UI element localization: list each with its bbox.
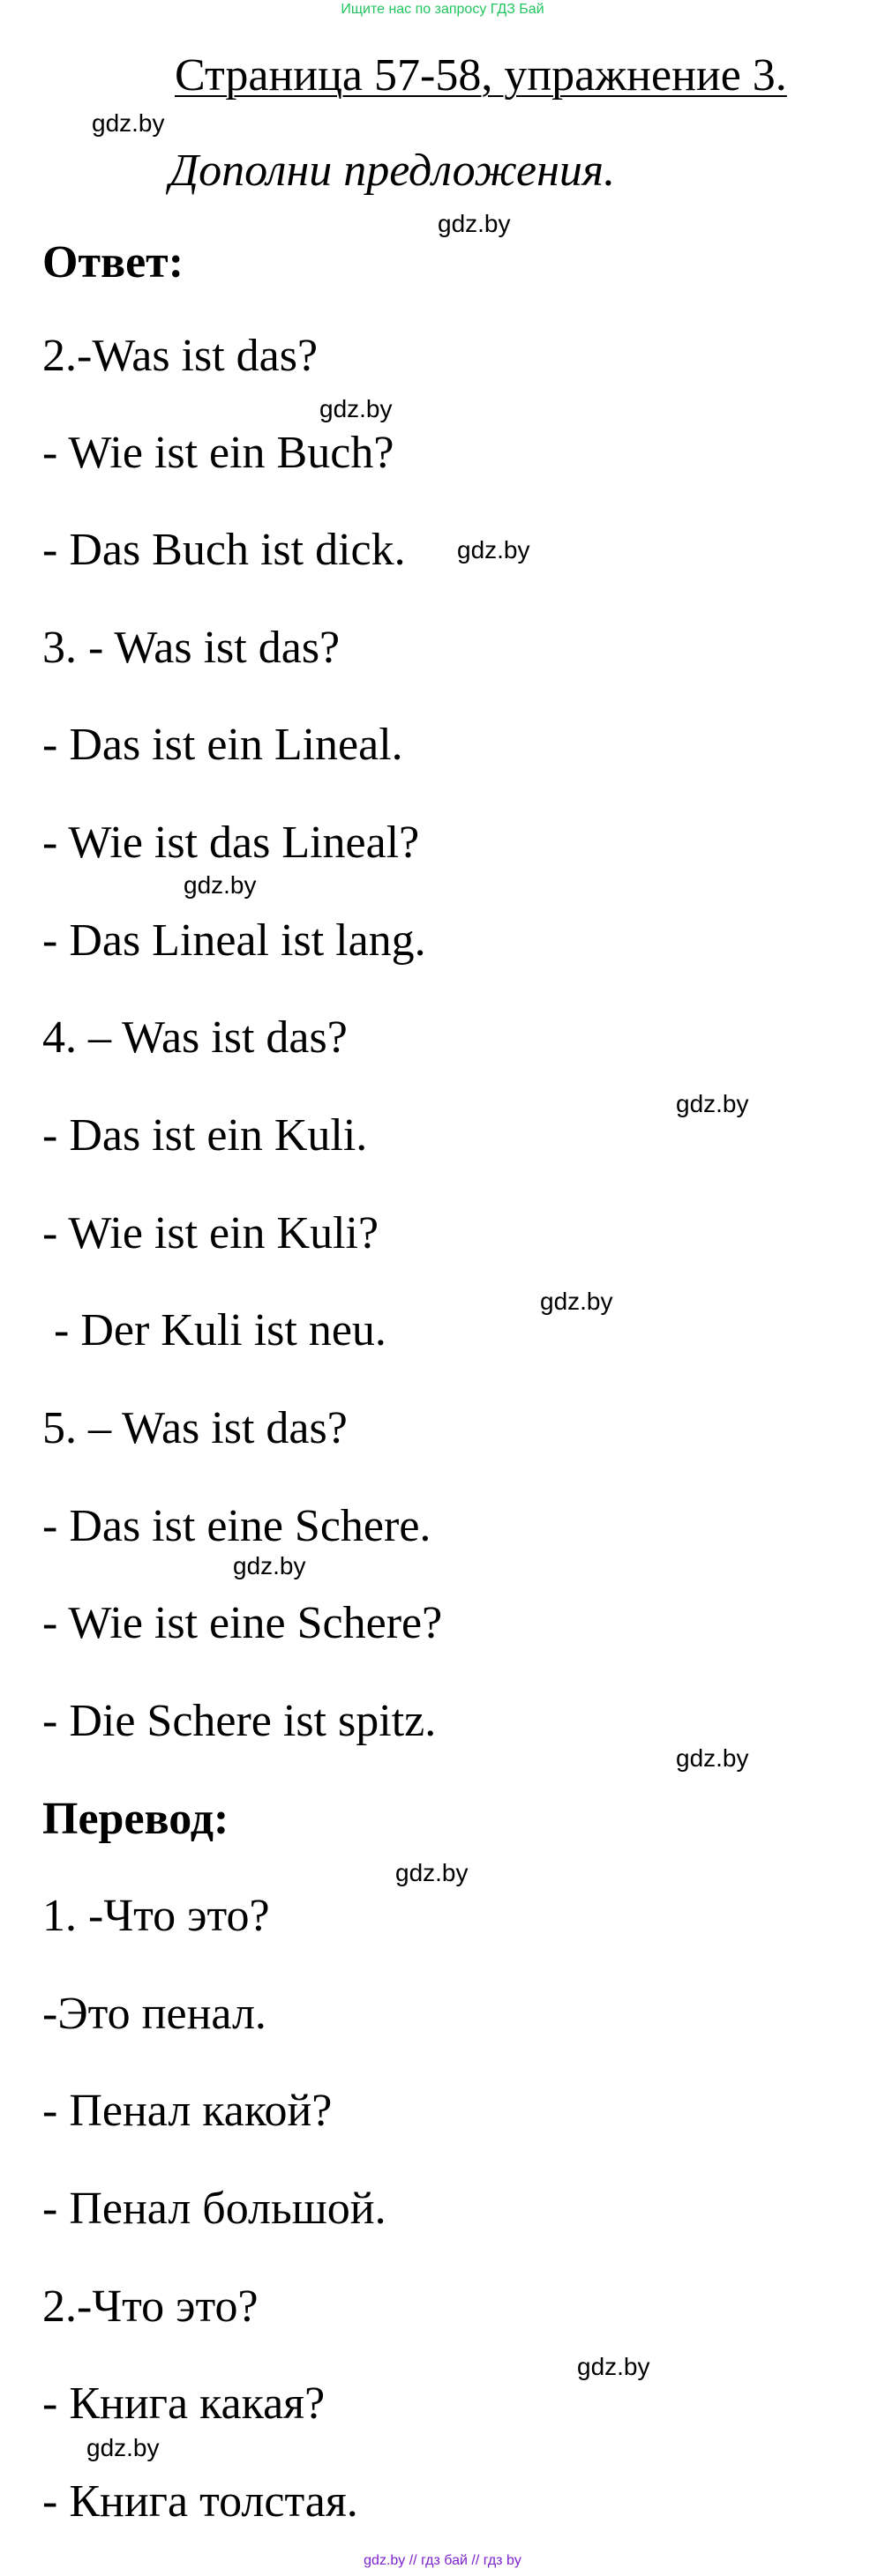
watermark: gdz.by <box>438 210 511 237</box>
answer-line: - Das Buch ist dick. <box>42 525 406 575</box>
watermark: gdz.by <box>676 1744 749 1772</box>
answer-line: - Wie ist das Lineal? <box>42 818 420 868</box>
watermark: gdz.by <box>92 109 165 137</box>
page-title: Страница 57-58, упражнение 3. <box>175 50 787 101</box>
watermark: gdz.by <box>577 2353 650 2380</box>
answer-line: - Die Schere ist spitz. <box>42 1696 437 1746</box>
task-instruction: Дополни предложения. <box>169 146 616 196</box>
translation-line: -Это пенал. <box>42 1989 266 2039</box>
translation-line: - Пенал большой. <box>42 2184 386 2234</box>
answer-line: - Das ist ein Kuli. <box>42 1110 368 1161</box>
answer-line: - Das ist eine Schere. <box>42 1501 431 1551</box>
watermark: gdz.by <box>676 1090 749 1117</box>
translation-line: - Пенал какой? <box>42 2086 333 2136</box>
answer-line: - Das Lineal ist lang. <box>42 915 426 966</box>
translation-heading: Перевод: <box>42 1794 229 1844</box>
watermark: gdz.by <box>86 2434 160 2461</box>
watermark: gdz.by <box>540 1288 613 1315</box>
watermark: gdz.by <box>319 395 393 422</box>
answer-line: - Wie ist eine Schere? <box>42 1598 443 1648</box>
answer-line: 4. – Was ist das? <box>42 1012 348 1063</box>
answer-line: - Wie ist ein Buch? <box>42 428 394 478</box>
translation-line: - Книга какая? <box>42 2378 326 2429</box>
translation-line: - Книга толстая. <box>42 2476 358 2527</box>
header-note: Ищите нас по запросу ГДЗ Бай <box>341 2 544 17</box>
footer-links: gdz.by // гдз бай // гдз by <box>364 2553 521 2568</box>
translation-line: 1. -Что это? <box>42 1891 270 1941</box>
watermark: gdz.by <box>233 1552 306 1579</box>
answer-line: - Das ist ein Lineal. <box>42 720 403 770</box>
watermark: gdz.by <box>395 1859 469 1886</box>
watermark: gdz.by <box>457 536 530 564</box>
answer-heading: Ответ: <box>42 237 184 287</box>
answer-line: 2.-Was ist das? <box>42 331 319 381</box>
answer-line: 3. - Was ist das? <box>42 623 341 673</box>
translation-line: 2.-Что это? <box>42 2281 259 2332</box>
watermark: gdz.by <box>184 871 257 899</box>
answer-line: - Wie ist ein Kuli? <box>42 1208 379 1258</box>
answer-line: 5. – Was ist das? <box>42 1403 348 1453</box>
answer-line: - Der Kuli ist neu. <box>42 1305 386 1355</box>
